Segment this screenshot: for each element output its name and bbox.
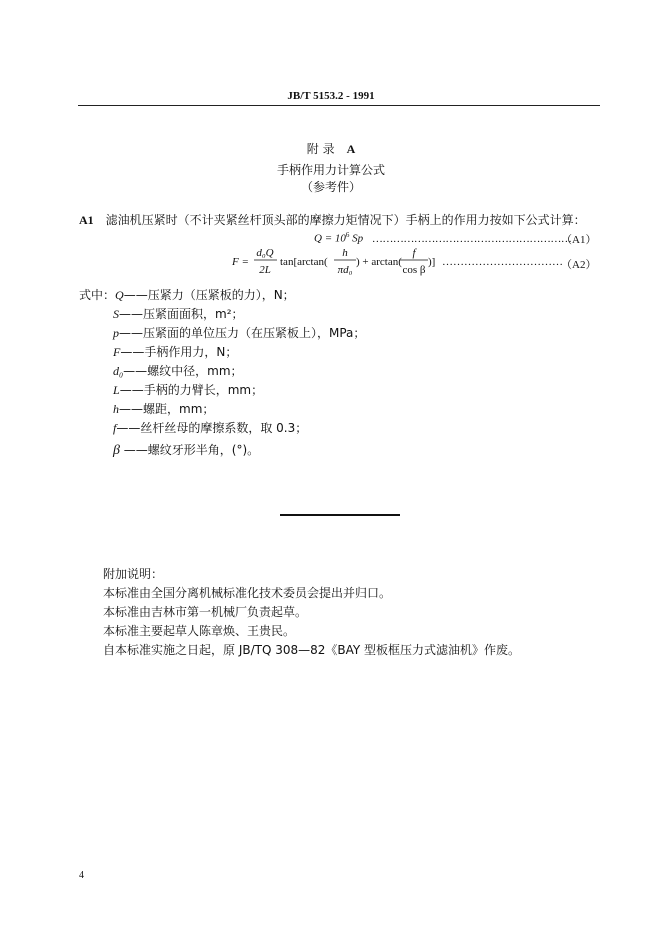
variable-row (113, 441, 259, 459)
notes-line: 自本标准实施之日起，原 JB/TQ 308—82《BAY 型板框压力式滤油机》作废。 (103, 643, 521, 657)
variable-desc: ——压紧力（压紧板的力），N； (123, 288, 295, 302)
variable-desc: ——手柄的力臂长，mm； (119, 383, 264, 397)
variable-row (113, 362, 243, 380)
variable-row (113, 381, 263, 399)
notes-line: 本标准由全国分离机械标准化技术委员会提出并归口。 (103, 586, 392, 600)
formula-a2-arctan: ) + arctan( (356, 256, 402, 268)
variable-desc: ——螺纹牙形半角，(°)。 (119, 443, 260, 457)
variable-desc: ——压紧面的单位压力（在压紧板上），MPa； (119, 326, 366, 340)
section-a1 (79, 211, 586, 228)
appendix-label (0, 140, 662, 157)
formula-a1-rhs: Sp (352, 232, 364, 245)
formula-a2-frac1-den: 2L (259, 264, 271, 276)
formula-a2-frac1-num: d₀Q (256, 247, 274, 259)
formula-a2-end: )] (428, 256, 436, 268)
notes-line: 本标准由吉林市第一机械厂负责起草。 (103, 605, 308, 619)
section-end-rule (280, 514, 400, 516)
variable-symbol: f (113, 421, 117, 435)
page-number: 4 (79, 870, 84, 881)
variable-desc: ——螺距，mm； (119, 402, 215, 416)
formula-a2-dots: …………………………… (442, 256, 563, 268)
formula-a1-tag: （A1） (561, 234, 597, 246)
variable-intro: 式中： (79, 288, 116, 302)
notes-line: 本标准主要起草人陈章焕、王贵民。 (103, 624, 296, 638)
formula-a1 (314, 231, 571, 245)
appendix-subtitle: （参考件） (300, 180, 361, 194)
variable-row (113, 419, 307, 437)
formula-a1-dots: ………………………………………………… (371, 232, 572, 245)
variable-row (113, 343, 237, 361)
variable-symbol: h (113, 402, 119, 416)
variable-symbol: L (113, 383, 120, 397)
variable-symbol: β (113, 443, 120, 458)
variable-row (113, 324, 365, 342)
formula-a2-tag: （A2） (561, 259, 597, 271)
variable-row (79, 286, 295, 304)
variable-desc: ——压紧面面积，m²； (119, 307, 244, 321)
variable-desc: ——丝杆丝母的摩擦系数，取 0.3； (116, 421, 308, 435)
formula-a1-exponent: 6 (345, 231, 350, 239)
section-number: A1 (79, 213, 94, 227)
variable-row (113, 400, 214, 418)
appendix-word: 附 录 (306, 142, 335, 156)
formula-a1-lhs: Q = 10 (314, 232, 346, 245)
section-text: 滤油机压紧时（不计夹紧丝杆顶头部的摩擦力矩情况下）手柄上的作用力按如下公式计算： (105, 213, 586, 227)
notes-heading: 附加说明： (103, 567, 164, 581)
formula-a2-frac3-den: cos β (402, 264, 426, 276)
variable-row (113, 305, 244, 323)
header-divider (78, 105, 600, 106)
variable-symbol: Q (115, 288, 124, 302)
formula-a2-frac3-num: f (412, 247, 416, 259)
variable-symbol: d₀ (113, 364, 124, 378)
formula-a2-lhs: F = (232, 256, 249, 268)
variable-desc: ——螺纹中径，mm； (123, 364, 243, 378)
variable-symbol: p (113, 326, 119, 340)
formula-a2-frac2-num: h (342, 247, 348, 259)
variable-symbol: S (113, 307, 119, 321)
variable-desc: ——手柄作用力，N； (120, 345, 238, 359)
formula-a2 (228, 244, 598, 280)
formula-a2-frac2-den: πd₀ (337, 264, 353, 276)
variable-symbol: F (113, 345, 121, 359)
appendix-title: 手柄作用力计算公式 (276, 163, 385, 177)
formula-a2-tan: tan[arctan( (280, 256, 328, 268)
standard-code-header: JB/T 5153.2 - 1991 (287, 90, 375, 102)
appendix-letter: A (346, 142, 356, 156)
